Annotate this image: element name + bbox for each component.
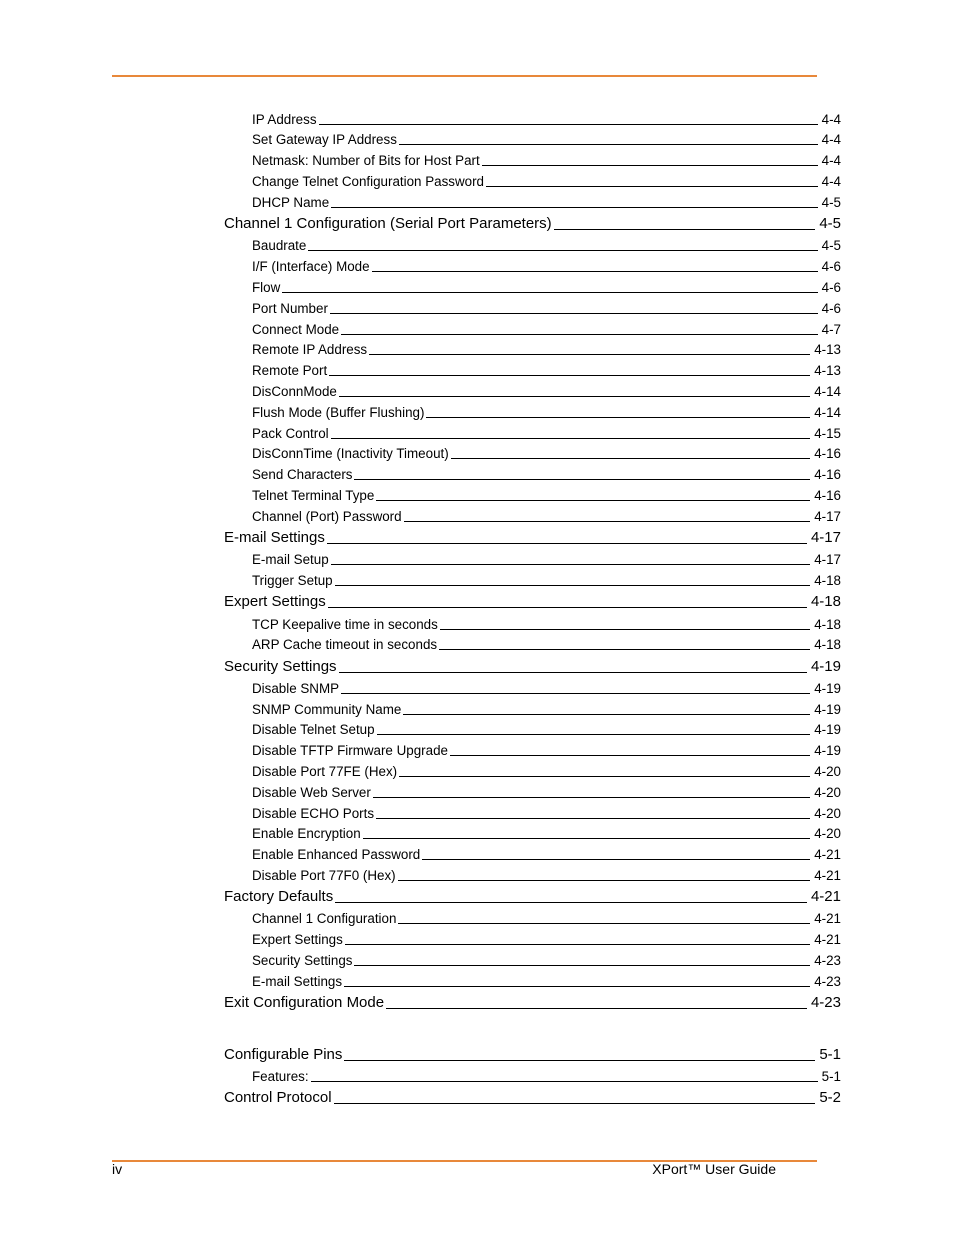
toc-entry-page: 4-21 xyxy=(814,932,841,947)
toc-entry-title: Disable TFTP Firmware Upgrade xyxy=(252,743,448,758)
footer-page-number: iv xyxy=(112,1161,123,1177)
toc-entry-page: 4-17 xyxy=(814,509,841,524)
toc-entry-page: 4-19 xyxy=(814,702,841,717)
toc-entry[interactable] xyxy=(252,682,841,695)
toc-leader-line xyxy=(282,292,817,293)
toc-entry[interactable] xyxy=(252,239,841,252)
toc-entry-title: ARP Cache timeout in seconds xyxy=(252,637,438,652)
toc-entry[interactable] xyxy=(224,889,841,904)
toc-entry-title: Telnet Terminal Type xyxy=(252,488,375,503)
toc-leader-line xyxy=(339,672,807,673)
toc-entry-page: 4-19 xyxy=(814,681,841,696)
toc-entry[interactable] xyxy=(224,659,841,674)
toc-entry-page: 5-2 xyxy=(819,1089,841,1106)
toc-leader-line xyxy=(308,250,817,251)
toc-entry[interactable] xyxy=(252,489,841,502)
toc-entry-title: Configurable Pins xyxy=(224,1046,343,1063)
toc-entry-title: Expert Settings xyxy=(252,932,343,947)
toc-leader-line xyxy=(344,986,810,987)
toc-entry-page: 4-21 xyxy=(814,847,841,862)
toc-entry-title: Remote IP Address xyxy=(252,342,368,357)
toc-entry[interactable] xyxy=(252,427,841,440)
toc-entry-page: 4-17 xyxy=(814,552,841,567)
toc-entry[interactable] xyxy=(224,1047,841,1062)
toc-entry-title: Disable ECHO Ports xyxy=(252,806,375,821)
toc-entry[interactable] xyxy=(252,933,841,946)
toc-entry[interactable] xyxy=(252,302,841,315)
toc-entry[interactable] xyxy=(252,113,841,126)
toc-entry[interactable] xyxy=(252,154,841,167)
toc-entry[interactable] xyxy=(252,975,841,988)
toc-entry-page: 4-19 xyxy=(814,722,841,737)
toc-entry-title: DisConnMode xyxy=(252,384,337,399)
toc-entry-page: 4-18 xyxy=(814,617,841,632)
toc-entry-page: 4-5 xyxy=(821,238,841,253)
toc-leader-line xyxy=(404,521,811,522)
toc-entry[interactable] xyxy=(252,196,841,209)
toc-leader-line xyxy=(399,144,818,145)
toc-entry-title: Netmask: Number of Bits for Host Part xyxy=(252,153,480,168)
toc-entry-title: Exit Configuration Mode xyxy=(224,994,385,1011)
toc-entry-page: 5-1 xyxy=(819,1046,841,1063)
toc-leader-line xyxy=(354,479,810,480)
footer-doc-title: XPort™ User Guide xyxy=(652,1161,776,1177)
toc-leader-line xyxy=(369,354,810,355)
toc-entry-title: Features: xyxy=(252,1069,309,1084)
toc-entry-title: Trigger Setup xyxy=(252,573,333,588)
toc-leader-line xyxy=(334,1103,816,1104)
toc-entry-page: 4-4 xyxy=(821,112,841,127)
toc-entry-page: 4-20 xyxy=(814,764,841,779)
toc-leader-line xyxy=(426,417,810,418)
toc-entry-title: Remote Port xyxy=(252,363,328,378)
toc-leader-line xyxy=(328,607,807,608)
toc-entry-page: 4-4 xyxy=(821,132,841,147)
toc-leader-line xyxy=(341,334,818,335)
toc-entry-title: Control Protocol xyxy=(224,1089,332,1106)
toc-entry-page: 4-6 xyxy=(821,280,841,295)
toc-leader-line xyxy=(311,1081,818,1082)
toc-entry-title: I/F (Interface) Mode xyxy=(252,259,370,274)
toc-entry-page: 4-18 xyxy=(814,637,841,652)
toc-leader-line xyxy=(339,396,810,397)
toc-leader-line xyxy=(440,629,810,630)
toc-entry-page: 5-1 xyxy=(821,1069,841,1084)
toc-entry[interactable] xyxy=(252,574,841,587)
toc-leader-line xyxy=(335,902,807,903)
toc-entry[interactable] xyxy=(252,343,841,356)
toc-leader-line xyxy=(319,124,818,125)
toc-leader-line xyxy=(376,818,810,819)
toc-entry-title: Enable Encryption xyxy=(252,826,361,841)
toc-leader-line xyxy=(341,693,810,694)
toc-entry-title: Disable Port 77FE (Hex) xyxy=(252,764,398,779)
toc-entry-page: 4-15 xyxy=(814,426,841,441)
toc-leader-line xyxy=(331,438,811,439)
toc-entry-title: Channel (Port) Password xyxy=(252,509,402,524)
toc-entry-page: 4-23 xyxy=(814,953,841,968)
toc-leader-line xyxy=(376,500,810,501)
toc-entry-title: Set Gateway IP Address xyxy=(252,132,397,147)
toc-entry[interactable] xyxy=(252,406,841,419)
toc-entry[interactable] xyxy=(252,744,841,757)
toc-entry[interactable] xyxy=(224,594,841,609)
toc-entry-title: E-mail Setup xyxy=(252,552,329,567)
toc-entry[interactable] xyxy=(252,553,841,566)
toc-entry[interactable] xyxy=(224,216,841,231)
toc-entry-page: 4-13 xyxy=(814,363,841,378)
toc-entry-page: 4-14 xyxy=(814,405,841,420)
toc-entry-page: 4-21 xyxy=(814,868,841,883)
toc-entry-page: 4-13 xyxy=(814,342,841,357)
toc-entry[interactable] xyxy=(252,364,841,377)
toc-entry-title: Flow xyxy=(252,280,281,295)
toc-entry-page: 4-21 xyxy=(814,911,841,926)
toc-entry-page: 4-7 xyxy=(821,322,841,337)
toc-entry-title: Flush Mode (Buffer Flushing) xyxy=(252,405,425,420)
toc-entry-page: 4-16 xyxy=(814,446,841,461)
toc-entry[interactable] xyxy=(252,1070,841,1083)
toc-entry-title: Disable Port 77F0 (Hex) xyxy=(252,868,396,883)
toc-leader-line xyxy=(329,375,810,376)
toc-leader-line xyxy=(354,965,810,966)
toc-entry-title: Pack Control xyxy=(252,426,329,441)
toc-leader-line xyxy=(344,1060,815,1061)
toc-entry-page: 4-18 xyxy=(814,573,841,588)
toc-entry-title: DisConnTime (Inactivity Timeout) xyxy=(252,446,449,461)
toc-entry-title: Disable Web Server xyxy=(252,785,371,800)
toc-entry[interactable] xyxy=(252,281,841,294)
toc-entry-title: E-mail Settings xyxy=(252,974,343,989)
toc-entry-title: Expert Settings xyxy=(224,593,326,610)
toc-entry[interactable] xyxy=(252,703,841,716)
toc-entry[interactable] xyxy=(224,530,841,545)
toc-entry-title: IP Address xyxy=(252,112,317,127)
toc-entry[interactable] xyxy=(252,765,841,778)
toc-entry[interactable] xyxy=(252,827,841,840)
toc-leader-line xyxy=(372,271,818,272)
toc-entry-title: Port Number xyxy=(252,301,328,316)
toc-leader-line xyxy=(335,585,811,586)
toc-leader-line xyxy=(386,1008,807,1009)
toc-entry-title: DHCP Name xyxy=(252,195,330,210)
toc-leader-line xyxy=(554,229,816,230)
toc-entry[interactable] xyxy=(252,869,841,882)
toc-leader-line xyxy=(373,797,810,798)
toc-entry[interactable] xyxy=(252,260,841,273)
toc-entry-title: Security Settings xyxy=(224,658,337,675)
toc-entry-title: SNMP Community Name xyxy=(252,702,402,717)
toc-entry-title: Connect Mode xyxy=(252,322,340,337)
toc-leader-line xyxy=(399,776,810,777)
toc-leader-line xyxy=(450,755,810,756)
toc-entry-title: TCP Keepalive time in seconds xyxy=(252,617,438,632)
toc-entry[interactable] xyxy=(252,954,841,967)
toc-entry-page: 4-19 xyxy=(810,658,841,675)
toc-entry[interactable] xyxy=(252,385,841,398)
toc-entry[interactable] xyxy=(252,618,841,631)
toc-leader-line xyxy=(363,838,811,839)
toc-leader-line xyxy=(482,165,818,166)
toc-leader-line xyxy=(422,859,810,860)
toc-entry[interactable] xyxy=(252,133,841,146)
toc-entry-page: 4-4 xyxy=(821,153,841,168)
toc-entry-page: 4-20 xyxy=(814,785,841,800)
toc-entry[interactable] xyxy=(252,468,841,481)
toc-leader-line xyxy=(451,458,810,459)
toc-entry-page: 4-5 xyxy=(819,215,841,232)
toc-entry-page: 4-20 xyxy=(814,826,841,841)
toc-entry-page: 4-23 xyxy=(814,974,841,989)
toc-leader-line xyxy=(331,564,811,565)
toc-entry-page: 4-14 xyxy=(814,384,841,399)
toc-entry-title: Security Settings xyxy=(252,953,353,968)
toc-entry-title: Disable Telnet Setup xyxy=(252,722,375,737)
toc-entry-page: 4-16 xyxy=(814,467,841,482)
toc-entry[interactable] xyxy=(252,848,841,861)
toc-entry[interactable] xyxy=(252,638,841,651)
toc-entry-page: 4-21 xyxy=(810,888,841,905)
toc-entry-page: 4-19 xyxy=(814,743,841,758)
toc-entry-title: Enable Enhanced Password xyxy=(252,847,421,862)
toc-leader-line xyxy=(377,734,811,735)
toc-entry-page: 4-4 xyxy=(821,174,841,189)
toc-entry-page: 4-6 xyxy=(821,301,841,316)
toc-entry-page: 4-16 xyxy=(814,488,841,503)
toc-entry-title: Change Telnet Configuration Password xyxy=(252,174,485,189)
toc-entry-page: 4-23 xyxy=(810,994,841,1011)
toc-leader-line xyxy=(486,186,818,187)
toc-entry-page: 4-6 xyxy=(821,259,841,274)
toc-leader-line xyxy=(403,714,810,715)
toc-entry[interactable] xyxy=(252,912,841,925)
toc-entry-page: 4-20 xyxy=(814,806,841,821)
toc-entry-page: 4-18 xyxy=(810,593,841,610)
toc-entry-title: Send Characters xyxy=(252,467,353,482)
toc-entry[interactable] xyxy=(252,510,841,523)
toc-entry[interactable] xyxy=(252,323,841,336)
toc-leader-line xyxy=(327,543,807,544)
toc-entry-page: 4-17 xyxy=(810,529,841,546)
toc-entry-title: Factory Defaults xyxy=(224,888,334,905)
toc-entry[interactable] xyxy=(224,1090,841,1105)
toc-entry-title: Disable SNMP xyxy=(252,681,340,696)
toc-leader-line xyxy=(331,207,818,208)
toc-entry-title: E-mail Settings xyxy=(224,529,325,546)
toc-entry[interactable] xyxy=(252,807,841,820)
toc-leader-line xyxy=(330,313,818,314)
toc-leader-line xyxy=(345,944,810,945)
toc-entry[interactable] xyxy=(252,447,841,460)
toc-entry[interactable] xyxy=(252,723,841,736)
toc-leader-line xyxy=(398,923,810,924)
toc-entry-title: Baudrate xyxy=(252,238,307,253)
toc-entry-page: 4-5 xyxy=(821,195,841,210)
toc-entry[interactable] xyxy=(252,786,841,799)
toc-entry[interactable] xyxy=(252,175,841,188)
toc-leader-line xyxy=(439,649,810,650)
toc-leader-line xyxy=(398,880,811,881)
toc-entry[interactable] xyxy=(224,995,841,1010)
toc-entry-title: Channel 1 Configuration (Serial Port Parameters) xyxy=(224,215,552,232)
toc-entry-title: Channel 1 Configuration xyxy=(252,911,397,926)
